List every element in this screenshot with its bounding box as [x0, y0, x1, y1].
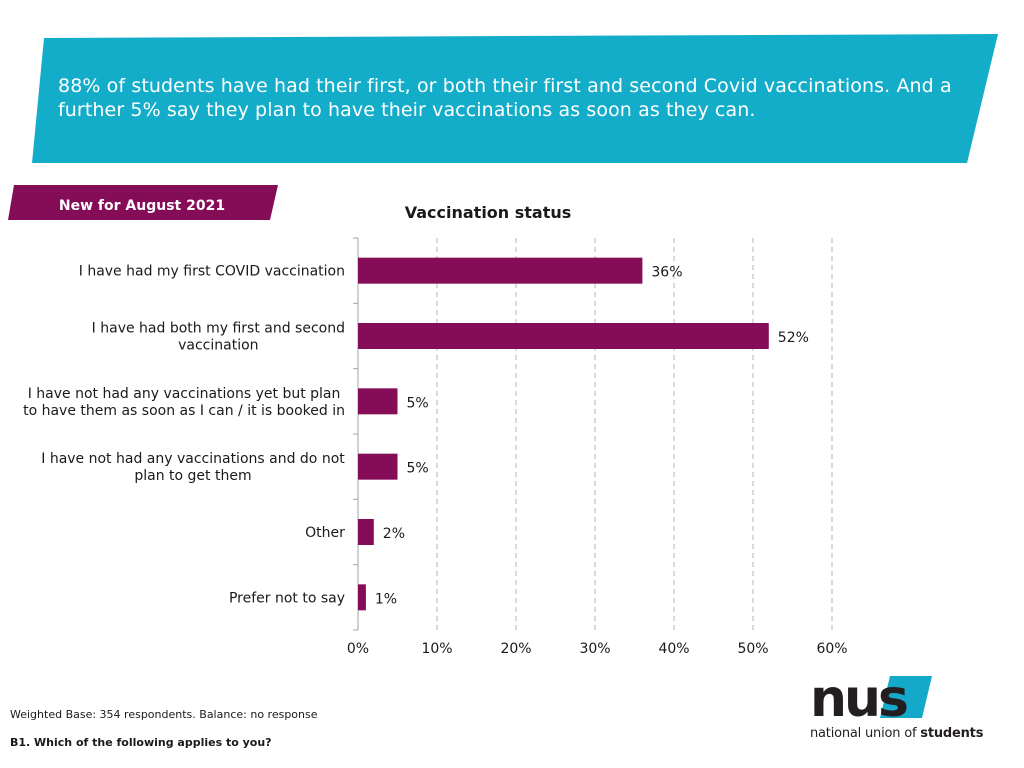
category-label: I have not had any vaccinations and do not plan to get them [41, 451, 345, 485]
chart-grid [437, 238, 832, 630]
x-tick-label: 40% [658, 641, 690, 657]
data-label: 2% [382, 526, 406, 542]
bar [358, 519, 374, 545]
data-label: 52% [777, 330, 809, 346]
data-label: 36% [651, 264, 683, 281]
chart-title: Vaccination status [404, 203, 572, 222]
footer-base-note: Weighted Base: 354 respondents. Balance: no response [10, 708, 318, 721]
chart-axis [347, 238, 848, 657]
bar [358, 454, 398, 480]
logo-tagline-bold: students [920, 726, 984, 741]
logo-letters: nus [810, 669, 906, 724]
x-tick-label: 60% [816, 641, 848, 657]
chart-bars [358, 258, 769, 611]
logo-tagline [810, 726, 983, 741]
chart [0, 190, 1024, 670]
category-label: I have had both my first and second vaccination [91, 320, 345, 354]
nus-logo [808, 668, 998, 748]
chart-labels [23, 264, 809, 608]
footer-question: B1. Which of the following applies to you? [10, 736, 272, 749]
category-label: I have not had any vaccinations yet but plan to have them as soon as I can / it is booked in [23, 385, 345, 419]
data-label: 1% [374, 591, 398, 608]
data-label: 5% [406, 395, 429, 412]
x-tick-label: 20% [500, 641, 532, 657]
bar [358, 258, 642, 284]
headline: 88% of students have had their first, or both their first and second Covid vaccinations. And a further 5% say they plan to have their vaccinations as soon as they can. [58, 75, 952, 121]
x-tick-label: 10% [421, 641, 453, 657]
x-tick-label: 50% [737, 641, 769, 657]
bar [358, 584, 366, 610]
bar [358, 323, 769, 349]
logo-tagline-regular: national union of [810, 726, 921, 741]
x-tick-label: 0% [346, 641, 370, 657]
category-label: Prefer not to say [228, 590, 345, 607]
tag-label: New for August 2021 [58, 198, 226, 214]
data-label: 5% [406, 460, 429, 477]
category-label: I have had my first COVID vaccination [78, 263, 345, 280]
x-tick-label: 30% [579, 641, 611, 657]
category-label: Other [305, 525, 345, 541]
logo-mark [808, 668, 998, 724]
bar [358, 388, 398, 414]
